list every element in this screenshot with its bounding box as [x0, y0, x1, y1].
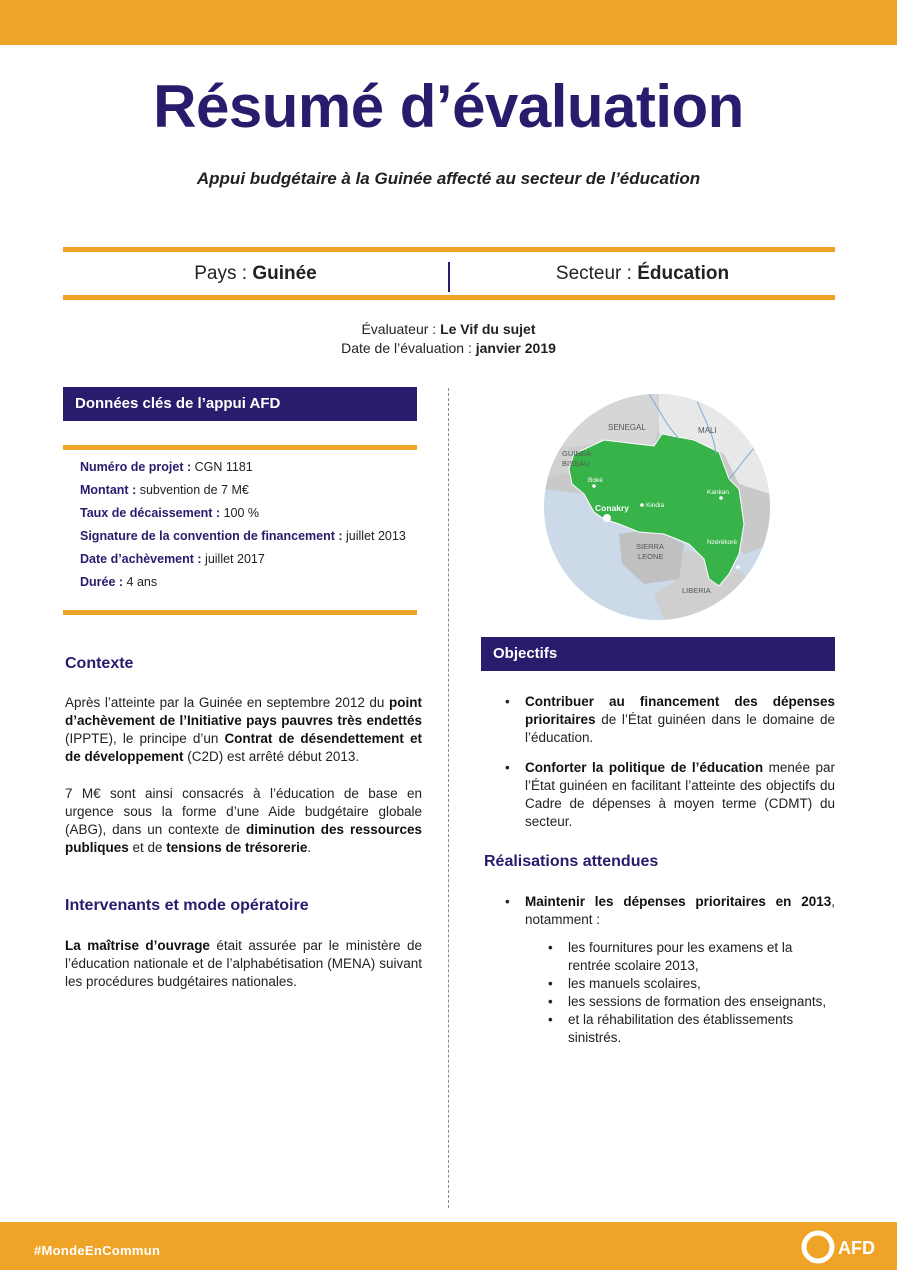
results-sub-item: • les fournitures pour les examens et la rentrée scolaire 2013, — [548, 939, 836, 975]
context-heading: Contexte — [65, 655, 134, 672]
country-label: Pays : — [194, 263, 253, 284]
key-data-value: subvention de 7 M€ — [139, 483, 249, 497]
senegal-label: SENEGAL — [608, 423, 646, 432]
emphasis-text: Maintenir les dépenses prioritaires en 2013 — [525, 894, 832, 909]
emphasis-text: Contribuer au financement des dépenses prioritaires — [525, 694, 835, 727]
key-data-key: Taux de décaissement : — [80, 506, 224, 520]
key-data-value: CGN 1181 — [194, 460, 253, 474]
evaluator-label: Évaluateur : — [361, 321, 441, 337]
body-text: de l’État guinéen dans le domaine de l’éducation. — [525, 712, 835, 745]
evaluator-value: Le Vif du sujet — [440, 321, 536, 337]
column-divider — [448, 388, 449, 1208]
page-title: Résumé d’évaluation — [153, 73, 744, 140]
body-text: 7 M€ sont ainsi consacrés à l’éducation de base en urgence sous la forme d’une Aide budgétaire globale (ABG), dans un contexte de — [65, 786, 422, 837]
evaluation-date-label: Date de l’évaluation : — [341, 340, 476, 356]
sierra-leone-label-2: LEONE — [638, 552, 664, 561]
emphasis-text: diminution des ressources publiques — [65, 822, 422, 855]
results-sub-item: • et la réhabilitation des établissements sinistrés. — [548, 1011, 836, 1047]
context-paragraph-2 — [65, 785, 422, 857]
key-data-top-rule — [63, 445, 417, 450]
context-paragraph-1 — [65, 694, 422, 766]
country-value: Guinée — [252, 263, 317, 284]
key-data-value: juillet 2013 — [346, 529, 406, 543]
nzerekore-marker — [736, 565, 740, 569]
key-data-key: Montant : — [80, 483, 140, 497]
objectives-list — [505, 693, 835, 843]
actors-paragraph — [65, 937, 422, 991]
objective-item — [505, 759, 835, 831]
key-data-item — [80, 460, 410, 475]
afd-logo-ring — [804, 1233, 832, 1261]
liberia-label: LIBERIA — [682, 586, 711, 595]
results-lead-list — [505, 893, 835, 941]
body-text: . — [307, 840, 312, 855]
kankan-marker — [719, 496, 723, 500]
body-text: (IPPTE), le principe d’un — [65, 731, 225, 746]
key-data-value: juillet 2017 — [205, 552, 265, 566]
actors-heading: Intervenants et mode opératoire — [65, 897, 309, 914]
sector-label: Secteur : — [555, 263, 638, 284]
key-data-key: Date d’achèvement : — [80, 552, 206, 566]
body-text: menée par l’État guinéen en facilitant l’atteinte des objectifs du Cadre de dépenses à moyen terme (CDMT) du secteur. — [525, 760, 835, 829]
afd-logo-text: AFD — [838, 1238, 875, 1258]
results-sub-item: • les manuels scolaires, — [548, 975, 836, 993]
page-subtitle: Appui budgétaire à la Guinée affecté au secteur de l’éducation — [196, 169, 701, 188]
body-text: était assurée par le ministère de l’éducation nationale et de l’alphabétisation (MENA) suivant les procédures budgétaires nationales. — [65, 938, 422, 989]
country-cell — [63, 263, 448, 285]
body-text: , notamment : — [525, 894, 835, 927]
sector-value: Éducation — [637, 263, 730, 284]
guinea-bissau-label-1: GUINEA- — [562, 449, 594, 458]
key-data-value: 100 % — [223, 506, 260, 520]
mali-label: MALI — [698, 426, 717, 435]
key-data-list — [80, 460, 410, 598]
results-heading: Réalisations attendues — [484, 853, 659, 870]
sierra-leone-label-1: SIERRA — [636, 542, 664, 551]
objective-item — [505, 693, 835, 747]
sector-cell — [450, 263, 835, 285]
key-data-heading: Données clés de l’appui AFD — [63, 387, 417, 421]
guinea-bissau-label-2: BISSAU — [562, 459, 590, 468]
emphasis-text: Contrat de désendettement et de développement — [65, 731, 422, 764]
hashtag-text: #MondeEnCommun — [34, 1243, 161, 1258]
results-sub-item: • les sessions de formation des enseignants, — [548, 993, 836, 1011]
key-data-item — [80, 575, 410, 590]
afd-logo — [800, 1228, 890, 1266]
key-data-item — [80, 552, 410, 567]
emphasis-text: tensions de trésorerie — [166, 840, 308, 855]
boke-marker — [592, 484, 596, 488]
key-data-key: Numéro de projet : — [80, 460, 195, 474]
results-lead-item — [505, 893, 835, 929]
body-text: Après l’atteinte par la Guinée en septembre 2012 du — [65, 695, 389, 710]
key-data-key: Signature de la convention de financement : — [80, 529, 347, 543]
kindia-marker — [640, 503, 644, 507]
top-banner — [0, 0, 897, 45]
key-data-item — [80, 529, 410, 544]
boke-label: Boké — [588, 477, 603, 484]
evaluation-date-line — [0, 340, 897, 356]
guinea-map — [544, 394, 770, 620]
key-data-key: Durée : — [80, 575, 127, 589]
objectives-heading: Objectifs — [481, 637, 835, 671]
key-data-item — [80, 506, 410, 521]
conakry-label: Conakry — [595, 503, 630, 513]
key-data-value: 4 ans — [126, 575, 158, 589]
evaluation-date-value: janvier 2019 — [475, 340, 556, 356]
key-data-item — [80, 483, 410, 498]
evaluator-line — [0, 321, 897, 337]
key-data-bottom-rule — [63, 610, 417, 615]
conakry-marker — [603, 514, 611, 522]
band-bottom-rule — [63, 295, 835, 300]
emphasis-text: point d’achèvement de l’Initiative pays pauvres très endettés — [65, 695, 422, 728]
kindia-label: Kindia — [646, 502, 665, 509]
results-sub-list — [548, 939, 836, 1047]
band-top-rule — [63, 247, 835, 252]
body-text: et de — [128, 840, 167, 855]
kankan-label: Kankan — [707, 489, 730, 496]
nzerekore-label: Nzérékoré — [707, 539, 737, 546]
emphasis-text: Conforter la politique de l’éducation — [525, 760, 764, 775]
emphasis-text: La maîtrise d’ouvrage — [65, 938, 210, 953]
body-text: (C2D) est arrêté début 2013. — [183, 749, 360, 764]
